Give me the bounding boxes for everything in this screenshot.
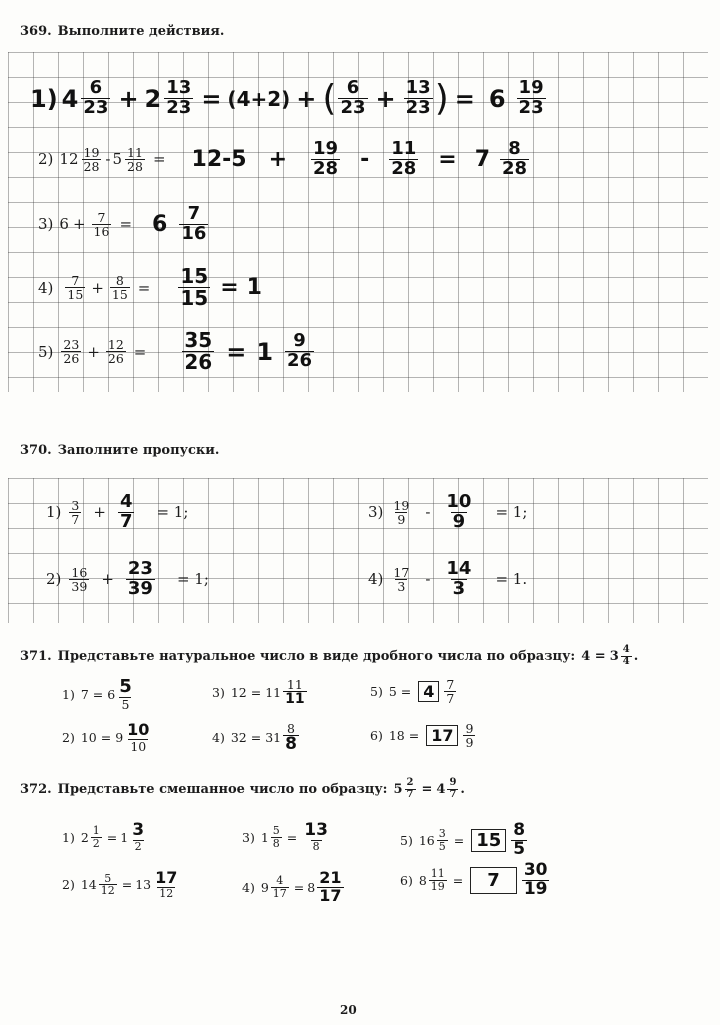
- task-371-item-6: [370, 722, 477, 749]
- numerator: 19: [393, 497, 410, 513]
- fraction: [81, 79, 110, 118]
- fraction: [311, 140, 340, 179]
- numerator: 11: [127, 144, 143, 160]
- fraction: [61, 338, 81, 365]
- item-label: 3): [368, 503, 384, 522]
- task-number: 372.: [20, 781, 52, 797]
- task-title: Выполните действия.: [57, 24, 225, 39]
- whole-part: 8: [418, 872, 427, 888]
- operator: +: [118, 84, 139, 113]
- fraction: [82, 146, 102, 173]
- denominator: 2: [134, 839, 142, 853]
- numerator: 19: [518, 77, 544, 99]
- answer-box: 7: [470, 867, 517, 894]
- numerator: 3: [132, 820, 145, 840]
- item-lhs: 7 =: [80, 687, 104, 702]
- denominator: 3: [452, 577, 466, 599]
- denominator: 28: [313, 157, 339, 179]
- operator: =: [438, 146, 457, 172]
- task-372-item-1: [62, 822, 148, 852]
- task-number: 371.: [20, 648, 52, 664]
- denominator: 19: [523, 878, 548, 899]
- denominator: 26: [63, 351, 80, 366]
- fraction: [130, 822, 146, 852]
- item-label: 2): [46, 570, 62, 589]
- numerator: 8: [115, 272, 124, 288]
- numerator: 3: [71, 497, 80, 513]
- numerator: 23: [127, 558, 153, 579]
- item-label: 5): [370, 684, 383, 700]
- fraction: [118, 493, 135, 532]
- paren: (: [322, 78, 337, 119]
- item-lhs: 18 =: [388, 728, 420, 744]
- operator: =: [133, 342, 147, 361]
- denominator: 23: [340, 97, 366, 118]
- operator: =: [454, 84, 475, 113]
- numerator: 21: [319, 868, 342, 887]
- denominator: 4: [622, 655, 630, 667]
- whole-part: 8: [307, 879, 316, 895]
- numerator: 4: [622, 644, 630, 655]
- whole-part: 6: [152, 211, 168, 237]
- whole-part: 31: [265, 730, 282, 746]
- item-label: 5): [400, 832, 413, 848]
- item-label: 4): [368, 570, 384, 589]
- denominator: 23: [518, 97, 544, 118]
- fraction: [106, 338, 126, 365]
- task-369-row-5: [38, 330, 316, 373]
- numerator: 4: [119, 491, 133, 512]
- fraction: [389, 140, 418, 179]
- task-371-item-2: [62, 722, 153, 753]
- denominator: 9: [397, 511, 406, 527]
- expression: (4+2): [227, 86, 291, 111]
- numerator: 3: [438, 827, 446, 841]
- fraction: [179, 205, 208, 244]
- numerator: 9: [293, 330, 306, 352]
- item-label: 4): [242, 879, 255, 895]
- task-371-item-1: [62, 678, 136, 711]
- denominator: 5: [513, 838, 526, 859]
- fraction: [391, 499, 411, 526]
- example-fraction: [621, 645, 632, 667]
- denominator: 26: [184, 350, 213, 374]
- numerator: 15: [180, 264, 209, 288]
- task-372-item-6: [400, 862, 551, 899]
- expression: 12-5: [191, 146, 247, 172]
- numerator: 17: [393, 564, 410, 580]
- numerator: 7: [71, 272, 80, 288]
- task-369-row-1: [30, 78, 548, 119]
- task-369-row-3: [38, 205, 210, 244]
- operator: =: [226, 337, 247, 366]
- whole-part: 7: [474, 146, 491, 172]
- task-370-header: [20, 443, 219, 458]
- operator: +: [268, 146, 288, 172]
- operator: -: [105, 150, 111, 169]
- task-371-header: [20, 645, 638, 667]
- equation-tail: = 1;: [156, 503, 189, 522]
- task-title: Представьте смешанное число по образцу:: [57, 781, 388, 797]
- denominator: 23: [405, 97, 431, 118]
- denominator: 15: [180, 286, 209, 310]
- denominator: 3: [397, 578, 406, 594]
- numerator: 5: [272, 824, 280, 838]
- denominator: 17: [272, 886, 287, 900]
- numerator: 35: [184, 328, 213, 352]
- operator: -: [425, 503, 431, 522]
- whole-part: 12: [59, 150, 79, 169]
- operator: +: [375, 84, 396, 113]
- fraction: [153, 870, 179, 899]
- item-label: 1): [62, 687, 75, 702]
- denominator: 28: [502, 157, 528, 179]
- paren: ): [434, 78, 449, 119]
- fraction: [338, 79, 367, 118]
- numerator: 7: [446, 677, 455, 692]
- whole-part: 16: [418, 832, 435, 848]
- operator: =: [452, 872, 464, 888]
- fraction: [317, 870, 343, 905]
- task-372-item-4: [242, 870, 346, 905]
- equation-tail: = 1;: [495, 503, 528, 522]
- task-title: Представьте натуральное число в виде дробного числа по образцу:: [57, 648, 576, 664]
- fraction: [302, 822, 330, 852]
- operator: =: [201, 84, 222, 113]
- fraction: [283, 678, 306, 707]
- operator: +: [87, 342, 100, 361]
- numerator: 17: [155, 868, 178, 887]
- whole-part: 13: [135, 877, 152, 893]
- denominator: 7: [71, 511, 80, 527]
- example-end: .: [460, 781, 465, 797]
- result: 1: [246, 275, 262, 300]
- numerator: 10: [127, 720, 150, 739]
- fraction: [391, 566, 411, 593]
- item-lhs: 12 =: [230, 684, 262, 700]
- example-whole: 3: [609, 648, 619, 664]
- task-369-header: [20, 24, 224, 39]
- whole-part: 5: [112, 150, 123, 169]
- example-eq: =: [421, 781, 433, 797]
- whole-part: 9: [260, 879, 269, 895]
- numerator: 11: [430, 867, 445, 881]
- denominator: 28: [83, 158, 100, 174]
- item-label: 3): [38, 215, 54, 234]
- fraction: [65, 274, 85, 301]
- numerator: 2: [406, 777, 414, 788]
- denominator: 8: [285, 734, 297, 755]
- fraction: [444, 493, 473, 532]
- whole-part: 6: [107, 687, 116, 702]
- numerator: 6: [89, 77, 103, 99]
- numerator: 1: [92, 824, 100, 838]
- whole-part: 2: [80, 829, 89, 845]
- whole-part: 2: [144, 84, 162, 113]
- numerator: 4: [276, 874, 284, 888]
- whole-part: 6: [59, 215, 69, 234]
- fraction: [69, 499, 81, 526]
- item-label: 1): [46, 503, 62, 522]
- denominator: 23: [83, 97, 109, 118]
- fraction: [429, 868, 447, 892]
- equation-tail: = 1.: [495, 570, 528, 589]
- denominator: 26: [107, 351, 124, 366]
- example-end: .: [633, 648, 639, 664]
- answer-box: 15: [471, 829, 506, 852]
- fraction: [271, 825, 282, 849]
- fraction: [285, 332, 314, 371]
- task-369-row-2: [38, 140, 531, 179]
- numerator: 19: [313, 138, 339, 159]
- fraction: [110, 274, 130, 301]
- item-label: 6): [400, 872, 413, 888]
- numerator: 19: [83, 144, 100, 160]
- task-370-item-3: [368, 493, 527, 532]
- task-number: 369.: [20, 24, 52, 39]
- item-label: 2): [38, 150, 54, 169]
- example-fraction: [447, 778, 458, 800]
- numerator: 14: [446, 558, 472, 579]
- whole-part: 4: [61, 84, 79, 113]
- numerator: 5: [119, 676, 132, 697]
- fraction: [178, 266, 210, 309]
- denominator: 5: [121, 696, 130, 712]
- operator: =: [220, 275, 239, 300]
- answer-box: 17: [426, 725, 458, 746]
- denominator: 9: [465, 735, 474, 751]
- numerator: 9: [449, 777, 457, 788]
- whole-part: 6: [488, 84, 506, 113]
- numerator: 10: [446, 491, 472, 512]
- numerator: 13: [304, 820, 328, 840]
- numerator: 12: [107, 336, 124, 352]
- task-370-item-1: [46, 493, 188, 532]
- fraction: [522, 862, 550, 899]
- item-label: 1): [62, 829, 75, 845]
- operator: =: [137, 278, 151, 297]
- fraction: [125, 722, 151, 753]
- denominator: 5: [438, 839, 446, 853]
- fraction: [117, 678, 134, 711]
- numerator: 13: [405, 77, 431, 99]
- task-372-item-2: [62, 870, 181, 899]
- example-fraction: [405, 778, 416, 800]
- denominator: 16: [181, 222, 207, 244]
- task-371-item-5: [370, 678, 458, 705]
- operator: +: [91, 278, 104, 297]
- whole-part: 1: [260, 829, 269, 845]
- whole-part: 14: [80, 877, 97, 893]
- operator: +: [93, 503, 106, 522]
- task-372-item-5: [400, 822, 529, 859]
- fraction: [517, 79, 546, 118]
- numerator: 9: [465, 721, 474, 736]
- task-372-item-3: [242, 822, 332, 852]
- denominator: 19: [430, 879, 445, 893]
- operator: =: [286, 829, 298, 845]
- fraction: [444, 560, 473, 599]
- fraction: [511, 822, 527, 859]
- item-label: 4): [38, 278, 54, 297]
- item-label: 4): [212, 730, 225, 746]
- fraction: [500, 140, 529, 179]
- denominator: 15: [67, 287, 84, 302]
- fraction: [271, 875, 289, 899]
- denominator: 11: [285, 691, 305, 708]
- operator: =: [121, 877, 133, 893]
- operator: =: [453, 832, 465, 848]
- item-label: 3): [212, 684, 225, 700]
- example-whole: 4: [436, 781, 446, 797]
- denominator: 7: [446, 691, 455, 707]
- item-label: 3): [242, 829, 255, 845]
- equation-tail: = 1;: [176, 570, 209, 589]
- denominator: 39: [127, 577, 153, 599]
- numerator: 7: [97, 209, 106, 225]
- fraction: [437, 828, 448, 852]
- numerator: 5: [104, 871, 112, 885]
- numerator: 23: [63, 336, 80, 352]
- numerator: 7: [187, 203, 201, 224]
- denominator: 7: [449, 788, 457, 800]
- denominator: 12: [159, 886, 174, 900]
- denominator: 15: [111, 287, 128, 302]
- item-label: 2): [62, 729, 75, 745]
- operator: +: [72, 215, 86, 234]
- fraction: [404, 79, 433, 118]
- item-lhs: 32 =: [230, 730, 262, 746]
- whole-part: 9: [115, 729, 124, 745]
- whole-part: 1: [120, 829, 129, 845]
- item-label: 2): [62, 877, 75, 893]
- fraction: [92, 211, 112, 238]
- numerator: 30: [523, 860, 548, 880]
- denominator: 9: [452, 510, 466, 532]
- fraction: [69, 566, 89, 593]
- denominator: 39: [71, 578, 88, 594]
- task-title: Заполните пропуски.: [57, 443, 220, 458]
- fraction: [182, 330, 214, 373]
- denominator: 28: [127, 158, 143, 174]
- denominator: 28: [391, 157, 417, 179]
- item-lhs: 5 =: [388, 684, 412, 700]
- denominator: 10: [130, 738, 147, 754]
- denominator: 2: [92, 836, 100, 850]
- operator: -: [425, 570, 431, 589]
- fraction: [463, 722, 475, 749]
- item-label: 6): [370, 728, 383, 744]
- numerator: 8: [508, 138, 521, 159]
- fraction: [91, 825, 102, 849]
- operator: +: [296, 84, 317, 113]
- fraction: [99, 873, 117, 897]
- numerator: 6: [346, 77, 360, 99]
- denominator: 8: [272, 836, 280, 850]
- denominator: 17: [319, 885, 342, 905]
- denominator: 12: [100, 884, 115, 898]
- task-372-header: [20, 778, 465, 800]
- numerator: 13: [166, 77, 192, 99]
- item-label: 5): [38, 342, 54, 361]
- fraction: [164, 79, 193, 118]
- page-number: 20: [340, 1003, 357, 1017]
- task-371-item-3: [212, 678, 309, 707]
- item-lhs: 10 =: [80, 729, 112, 745]
- task-370-item-2: [46, 560, 209, 599]
- denominator: 16: [93, 223, 110, 239]
- operator: =: [293, 879, 305, 895]
- numerator: 8: [287, 721, 295, 736]
- denominator: 7: [119, 510, 133, 532]
- operator: -: [360, 146, 370, 172]
- whole-part: 1: [256, 337, 274, 366]
- numerator: 8: [513, 820, 526, 840]
- task-371-item-4: [212, 722, 301, 754]
- numerator: 11: [286, 677, 303, 692]
- task-370-item-4: [368, 560, 527, 599]
- denominator: 26: [287, 350, 313, 371]
- operator: +: [101, 570, 114, 589]
- fraction: [126, 560, 155, 599]
- example-whole: 5: [393, 781, 403, 797]
- answer-box: 4: [418, 681, 439, 702]
- denominator: 8: [312, 839, 320, 853]
- item-label: 1): [30, 84, 58, 113]
- fraction: [444, 678, 456, 705]
- denominator: 7: [406, 788, 414, 800]
- operator: =: [152, 150, 166, 169]
- fraction: [283, 722, 299, 754]
- numerator: 11: [391, 138, 417, 159]
- operator: =: [119, 215, 133, 234]
- operator: =: [106, 829, 118, 845]
- numerator: 16: [71, 564, 88, 580]
- fraction: [125, 146, 145, 173]
- whole-part: 11: [265, 684, 282, 700]
- denominator: 23: [166, 97, 192, 118]
- task-369-row-4: [38, 266, 262, 309]
- task-number: 370.: [20, 443, 52, 458]
- example-lhs: 4 =: [581, 648, 606, 664]
